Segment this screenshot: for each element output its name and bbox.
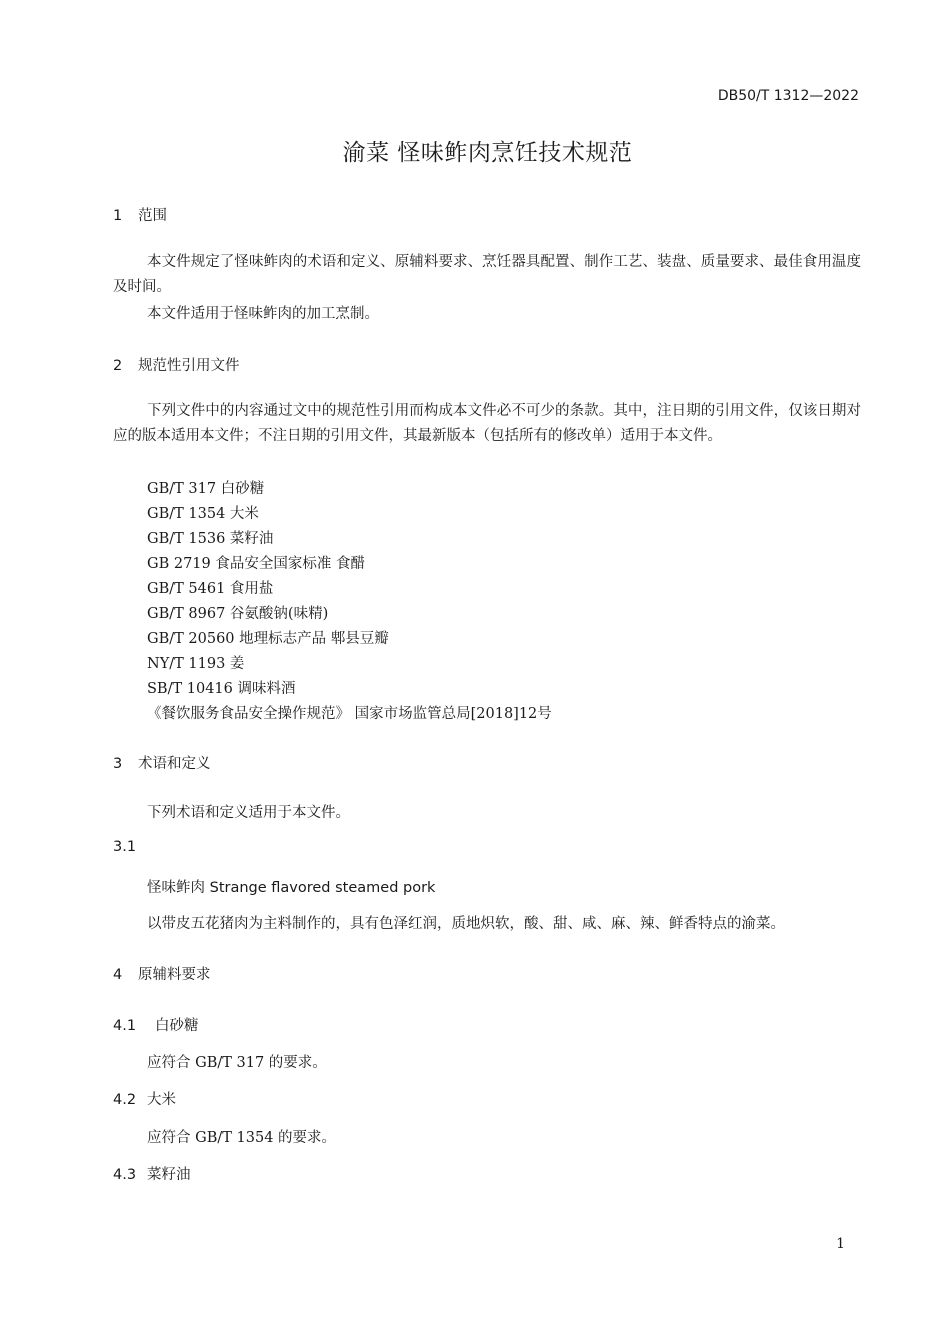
subsection-4-3-heading <box>113 1163 191 1184</box>
reference-item: GB/T 8967 谷氨酸钠(味精) <box>147 606 329 622</box>
paragraph: 应符合 GB/T 1354 的要求。 <box>147 1130 337 1146</box>
section-title: 原辅料要求 <box>138 967 211 983</box>
section-title: 范围 <box>138 208 167 224</box>
paragraph: 应符合 GB/T 317 的要求。 <box>147 1055 327 1071</box>
section-1-heading <box>113 204 167 225</box>
paragraph: 本文件规定了怪味鲊肉的术语和定义、原辅料要求、烹饪器具配置、制作工艺、装盘、质量要求、最佳食用温度及时间。 <box>113 254 861 295</box>
section-2-heading <box>113 354 240 375</box>
reference-item: GB 2719 食品安全国家标准 食醋 <box>147 556 365 572</box>
subsection-number: 4.1 <box>113 1018 137 1034</box>
page-number: 1 <box>836 1236 845 1252</box>
section-number: 3 <box>113 756 123 772</box>
section-4-heading <box>113 963 211 984</box>
section-number: 2 <box>113 358 123 374</box>
section-3-heading <box>113 752 211 773</box>
section-number: 1 <box>113 208 123 224</box>
paragraph: 下列文件中的内容通过文中的规范性引用而构成本文件必不可少的条款。其中，注日期的引用文件，仅该日期对应的版本适用本文件；不注日期的引用文件，其最新版本（包括所有的修改单）适用于本文件。 <box>113 403 861 444</box>
subsection-title: 白砂糖 <box>155 1018 199 1034</box>
reference-item: NY/T 1193 姜 <box>147 656 245 672</box>
section-title: 术语和定义 <box>138 756 211 772</box>
document-number: DB50/T 1312—2022 <box>717 88 859 104</box>
subsection-title: 大米 <box>147 1092 176 1108</box>
reference-item: 《餐饮服务食品安全操作规范》 国家市场监管总局[2018]12号 <box>147 706 552 722</box>
term-heading: 怪味鲊肉 Strange flavored steamed pork <box>147 880 436 896</box>
page-title: 渝菜 怪味鲊肉烹饪技术规范 <box>342 140 633 166</box>
reference-item: GB/T 317 白砂糖 <box>147 481 265 497</box>
subsection-number: 3.1 <box>113 839 137 855</box>
reference-item: GB/T 1354 大米 <box>147 506 259 522</box>
paragraph: 本文件适用于怪味鲊肉的加工烹制。 <box>147 306 379 322</box>
paragraph: 下列术语和定义适用于本文件。 <box>147 805 350 821</box>
section-title: 规范性引用文件 <box>138 358 240 374</box>
reference-item: GB/T 5461 食用盐 <box>147 581 274 597</box>
subsection-4-1-heading <box>113 1014 199 1035</box>
section-number: 4 <box>113 967 123 983</box>
reference-item: SB/T 10416 调味料酒 <box>147 681 296 697</box>
subsection-4-2-heading <box>113 1088 176 1109</box>
subsection-number: 4.3 <box>113 1167 137 1183</box>
reference-item: GB/T 20560 地理标志产品 郫县豆瓣 <box>147 631 389 647</box>
subsection-title: 菜籽油 <box>147 1167 191 1183</box>
term-definition: 以带皮五花猪肉为主料制作的，具有色泽红润，质地炽软，酸、甜、咸、麻、辣、鲜香特点的渝菜。 <box>147 916 785 932</box>
subsection-number: 4.2 <box>113 1092 137 1108</box>
reference-item: GB/T 1536 菜籽油 <box>147 531 274 547</box>
